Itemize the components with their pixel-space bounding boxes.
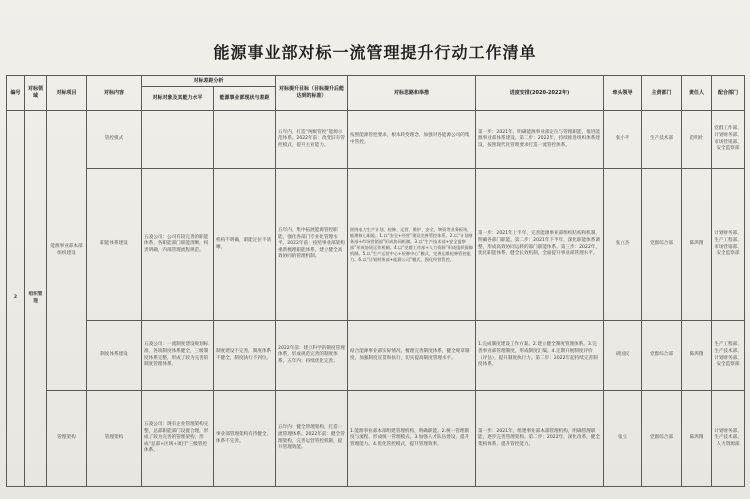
cell-content: 制度体系建设 [87,321,142,391]
header-goal: 对标提升目标（目标提升后能达到的标准） [276,76,348,111]
cell-gap [214,111,276,169]
cell-goal: 五年内，集中拓展能源管控职能，强化各部门专业化管理水平。2022年前：按照事业部架构重新梳理职能体系，建立健全高效协同的管理机制。 [276,169,348,321]
cell-coop: 计划财务部、生产技术部、人力资源部 [712,391,745,487]
cell-responsible: 范明杜 [682,111,712,169]
header-coop: 配合部门 [712,76,745,111]
cell-gap: 制度建设不完善，制度体系不健全，制度执行不到位。 [214,321,276,391]
table-row [7,321,745,391]
header-content: 对标内容 [87,76,142,111]
cell-gap: 事业部管理架构有待健全，体系不完善。 [214,391,276,487]
row-project: 管理架构 [47,391,87,487]
header-lead-dept: 主责部门 [642,76,682,111]
cell-coop: 党群工作部、计划财务部、市场营销部、安全监察部 [712,111,745,169]
cell-responsible: 陈鸿翔 [682,169,712,321]
row-no: 2 [7,111,25,487]
document-title: 能源事业部对标一流管理提升行动工作清单 [213,43,537,62]
cell-gap: 机构不明确，职能定位不清晰。 [214,169,276,321]
cell-obj: 五凌公司：公司有较完善的职能体系，各职能部门职能清晰，权责明确，内部管理流程规范。 [142,169,214,321]
cell-coop: 生产工程部、生产技术部、计划财务部、安全监察部 [712,321,745,391]
table-row [7,391,745,487]
cell-obj: 五凌公司：现有企业管理架构完整，总部职能部门设置合理，形成了较为完善的管理架构，形成“总部+区域+项目”三级管控体系。 [142,391,214,487]
cell-schedule: 第一步：2021年，明确能源事业部定位与管理职能，推进能源事业部体系建设。第二步：2022年，持续推进组织体系建设，按照现代化管理要求打造一流管控体系。 [476,111,604,169]
cell-content: 管控模式 [87,111,142,169]
cell-lead-dept: 党群综合部 [642,321,682,391]
cell-goal: 五年内：健全管理架构，打造一流管理体系。2022年前：健全管理架构，完善运营管控机制，提升管理效能。 [276,391,348,487]
header-field: 对标领域 [25,76,47,111]
cell-goal: 五年内，打造“两级管控”能源示范体系。2022年前：改变旧有管控模式，提升主业能力。 [276,111,348,169]
cell-schedule: 第一步：2021年上半年，完善能源事业部组织结构和机制，明确各部门职能。第二步：2021年下半年，深化职能体系调整，形成高效协同运转的部门职能体系。第三步：2022年，优化职能体系，健全长效机制，全面提升事业部管理水平。 [476,169,604,321]
cell-measure: 围绕电力生产计划、检修、运营、维护、安全、物资等业务板块，梳理核心职能。1.以“安全+经营”建设完善管控体系。2.以“计划财务部+市场营销部”形成协同机制。3.以“生产技术部+安全监察部”形成协同运作机制。4.以“党群工作部+人力资源”形成组织保障机制。5.以“生产运营中心+检修中心”模式，完善运维检修管控能力。6.以“计划财务部+能源公司”模式，强化经营管控。 [348,169,476,321]
cell-lead-person: 张立杰 [604,169,642,321]
cell-content: 管理架构 [87,391,142,487]
cell-measure: 按照能源管控要求，根本转变理念，加强对各能源公司的集中管控。 [348,111,476,169]
cell-lead-person: 张立 [604,391,642,487]
header-project: 对标项目 [47,76,87,111]
cell-obj [142,111,214,169]
cell-coop: 计划财务部、生产工程部、市场营销部、安全监察部 [712,169,745,321]
header-obj: 对标对象及其能力水平 [142,87,214,111]
table-row [7,169,745,321]
header-lead-person: 牵头领导 [604,76,642,111]
action-plan-table [6,75,745,487]
cell-lead-dept: 党群综合部 [642,391,682,487]
table-row [7,111,745,169]
cell-schedule: 第一步：2021年，组建事业部本部管理机构，明确管理职能，逐步完善管理架构。第二步：2022年，深化改革，健全架构体系，提升管控能力。 [476,391,604,487]
cell-lead-person: 张小平 [604,111,642,169]
cell-lead-dept: 党群综合部 [642,169,682,321]
header-schedule: 进度安排(2020-2022年) [476,76,604,111]
cell-responsible: 陈鸿翔 [682,321,712,391]
cell-lead-dept: 生产技术部 [642,111,682,169]
cell-goal: 2022年前：建立科学的制度管理体系，形成规范完善的制度体系。五年内：持续优化完善。 [276,321,348,391]
header-gap: 能源事业部现状与差距 [214,87,276,111]
cell-lead-person: 胡国民 [604,321,642,391]
header-responsible: 责任人 [682,76,712,111]
header-measure: 对标思路和举措 [348,76,476,111]
cell-schedule: 1.完成制度建设工作方案。2.建立健全制度管理体系。3.完善事业部管理制度，形成制度汇编。4.定期开展制度评价（评估），提升制度执行力。第二步：2022年起持续完善制度体系。 [476,321,604,391]
header-no: 编号 [7,76,25,111]
cell-obj: 五凌公司：一流制度建设规划标准，各项制度体系健全，三级制度体系完整，形成了较为完善的制度管理体系。 [142,321,214,391]
cell-measure: 结合能源事业部实际情况，梳理完善制度体系，健全规章制度，加强制度宣贯和执行，切实提高制度管理水平。 [348,321,476,391]
row-project: 能源事业部本部组织建设 [47,111,87,391]
cell-responsible: 陈鸿翔 [682,391,712,487]
header-analysis: 对标差距分析 [142,76,276,87]
cell-measure: 1.能源事业部本部组建管理机构，明确职能。2.统一管理制度与流程，形成统一管理模式。3.加强人才队伍建设，提升管理能力。4.优化管控模式，提升管理效率。 [348,391,476,487]
row-field: 组织管理 [25,111,47,487]
cell-content: 职能体系建设 [87,169,142,321]
